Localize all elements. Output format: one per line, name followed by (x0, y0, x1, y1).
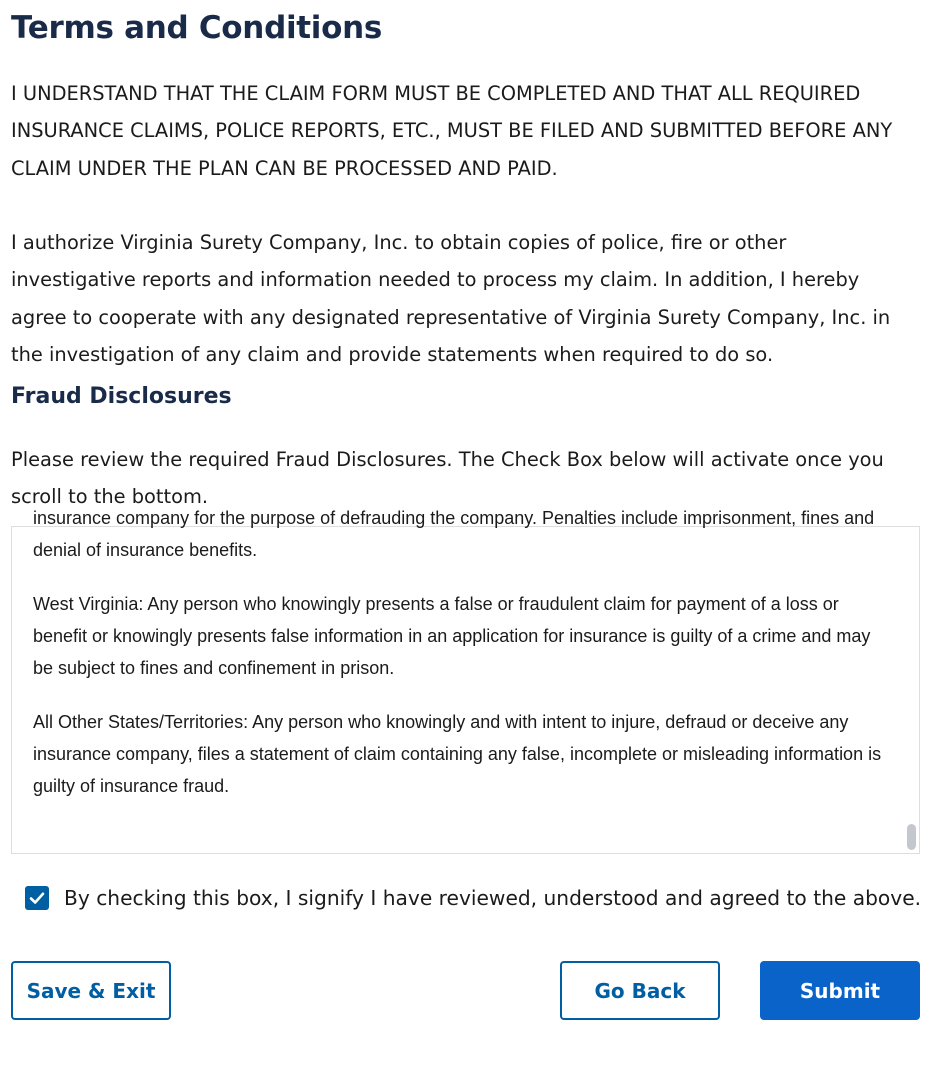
submit-button[interactable]: Submit (760, 961, 920, 1020)
go-back-button[interactable]: Go Back (560, 961, 720, 1020)
checkmark-icon (28, 889, 46, 907)
claim-requirements-notice: I UNDERSTAND THAT THE CLAIM FORM MUST BE COMPLETED AND THAT ALL REQUIRED INSURANCE CLAIMS, POLICE REPORTS, ETC., MUST BE FILED AND SUBMITTED BEFORE ANY CLAIM UNDER THE PLAN CAN BE PROCESSED AND PAID. (11, 82, 893, 180)
disclosure-paragraph: insurance company for the purpose of defrauding the company. Penalties include imprisonment, fines and denial of insurance benefits. (33, 508, 875, 560)
fraud-disclosures-content (33, 502, 893, 824)
disclosure-all-other-states: All Other States/Territories: Any person who knowingly and with intent to injure, defraud or deceive any insurance company, files a statement of claim containing any false, incomplete or misleading information is guilty of insurance fraud. (33, 712, 882, 796)
consent-checkbox[interactable] (25, 886, 49, 910)
disclosure-west-virginia: West Virginia: Any person who knowingly presents a false or fraudulent claim for payment of a loss or benefit or knowingly presents false information in an application for insurance is guilty of a crime and may be subject to fines and confinement in prison. (33, 594, 871, 678)
fraud-disclosures-instructions: Please review the required Fraud Disclosures. The Check Box below will activate once you scroll to the bottom. (11, 448, 884, 509)
consent-row (25, 886, 921, 910)
save-exit-button[interactable]: Save & Exit (11, 961, 171, 1020)
fraud-disclosures-scroll-box[interactable] (11, 508, 920, 854)
fraud-disclosures-heading: Fraud Disclosures (11, 384, 232, 409)
authorization-statement: I authorize Virginia Surety Company, Inc. to obtain copies of police, fire or other investigative reports and information needed to process my claim. In addition, I hereby agree to cooperate with any designated representative of Virginia Surety Company, Inc. in the investigation of any claim and provide statements when required to do so. (11, 231, 891, 366)
scrollbar-thumb[interactable] (907, 824, 916, 850)
page-title: Terms and Conditions (11, 10, 383, 46)
consent-label: By checking this box, I signify I have reviewed, understood and agreed to the above. (64, 886, 922, 910)
